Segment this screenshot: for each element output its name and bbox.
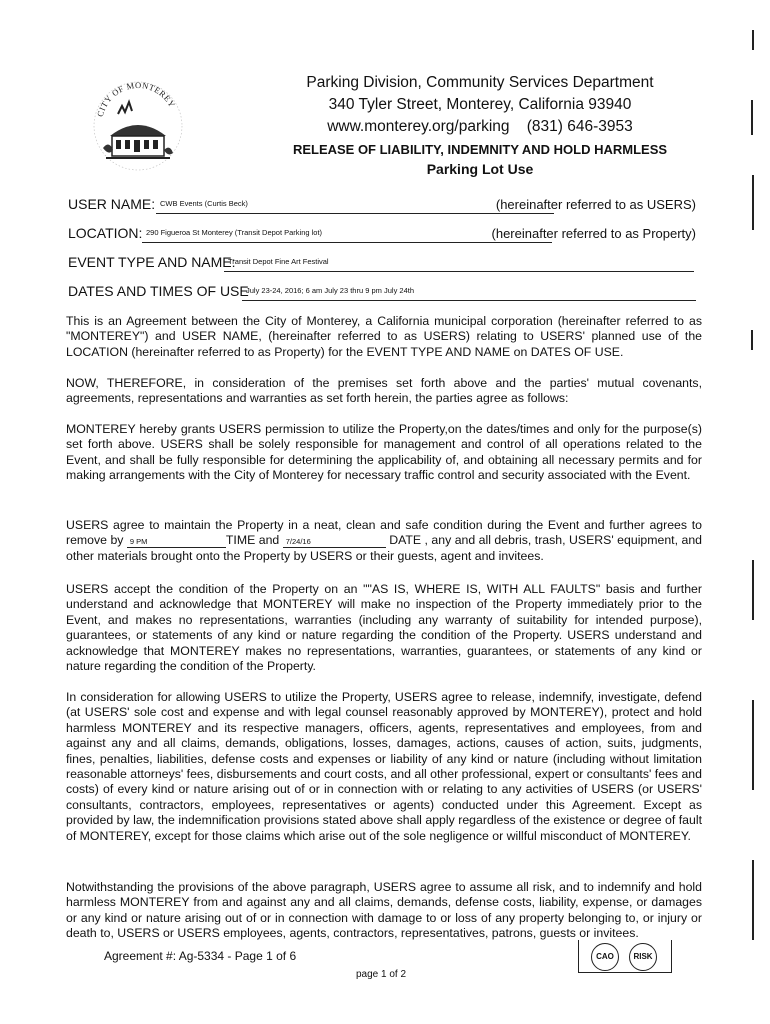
removal-time-field[interactable]: 9 PM xyxy=(127,536,226,548)
department-contact: www.monterey.org/parking (831) 646-3953 xyxy=(327,118,633,135)
department-name: Parking Division, Community Services Department xyxy=(306,74,654,91)
dates-row xyxy=(68,277,696,301)
agreement-number: Agreement #: Ag-5334 - Page 1 of 6 xyxy=(104,949,297,963)
paragraph-assume-risk: Notwithstanding the provisions of the above paragraph, USERS agree to assume all risk, and to indemnify and hold harmless MONTEREY from and against any and all claims, demands, defense costs, liability, expense, or damages or any kind or nature arising out of or in connection with damage to or loss of any property belonging to, or injury or death to, USERS or USERS employees, agents, contractors, representatives, patrons, guests or invitees. xyxy=(66,880,702,941)
paragraph-permission: MONTEREY hereby grants USERS permission to utilize the Property,on the dates/times and only for the purpose(s) set forth above. USERS shall be solely responsible for management and control of all operations related to the Event, and shall be fully responsible for determining the applicability of, and obtaining all necessary permits and for making arrangements with the City of Monterey for necessary traffic control and security associated with the Event. xyxy=(66,422,702,483)
paragraph-agreement: This is an Agreement between the City of Monterey, a California municipal corporation (hereinafter referred to as "MONTEREY") and USER NAME, (hereinafter referred to as USERS) relating to USERS' planned use of the LOCATION (hereinafter referred to as Property) for the EVENT TYPE AND NAME on DATES OF USE. xyxy=(66,314,702,359)
paragraph-indemnity: In consideration for allowing USERS to utilize the Property, USERS agree to release, indemnify, investigate, defend (at USERS' sole cost and expense and with legal counsel reasonably approved by MONTEREY), protect and hold harmless MONTEREY and its respective managers, officers, agents, representatives and employees, from and against any and all claims, demands, obligations, losses, damages, actions, causes of action, suits, judgments, fines, penalties, liabilities, defense costs and expenses or liability of any kind or nature (including without limitation reasonable attorneys' fees, disbursements and court costs, and all other professional, expert or consultants' fees and costs) of every kind or nature arising out of or in connection with or relating to any activities of USERS (or USERS' consultants, contractors, employees, representatives or agents) conducted under this Agreement. Except as provided by law, the indemnification provisions stated above shall apply regardless of the existence or degree of fault of MONTEREY, except for those claims which arise out of the sole negligence or willful misconduct of MONTEREY. xyxy=(66,690,702,843)
user-name-label: USER NAME: xyxy=(68,196,156,212)
seal-lettering: CITY OF MONTEREY xyxy=(94,79,178,118)
location-field[interactable]: 290 Figueroa St Monterey (Transit Depot Parking lot) xyxy=(142,222,552,243)
document-title: RELEASE OF LIABILITY, INDEMNITY AND HOLD HARMLESS xyxy=(292,142,668,157)
scan-artifact xyxy=(752,175,754,230)
user-name-row xyxy=(68,190,696,214)
maintenance-text-c: DATE , any and all debris, trash, USERS' equipment, and other materials brought onto the Property by USERS or their guests, agent and invitees. xyxy=(66,533,702,563)
event-label: EVENT TYPE AND NAME: xyxy=(68,254,236,270)
document-header xyxy=(270,72,690,179)
maintenance-text-a: USERS agree to maintain the Property in a neat, clean and safe condition during the Event and further agrees to remove by xyxy=(66,518,702,548)
risk-stamp: RISK xyxy=(629,943,657,971)
location-row xyxy=(68,219,696,243)
svg-text:CITY OF MONTEREY xyxy=(95,80,178,118)
location-suffix: (hereinafter referred to as Property) xyxy=(491,226,696,241)
scan-artifact xyxy=(752,700,754,790)
approval-stamp-box xyxy=(578,940,672,973)
department-address: 340 Tyler Street, Monterey, California 93940 xyxy=(328,96,632,113)
event-row xyxy=(68,248,696,272)
page-number: page 1 of 2 xyxy=(356,969,407,980)
city-seal-logo xyxy=(88,74,188,174)
event-field[interactable]: Transit Depot Fine Art Festival xyxy=(224,251,694,272)
removal-date-field[interactable]: 7/24/16 xyxy=(283,536,386,548)
document-subtitle: Parking Lot Use xyxy=(426,161,534,177)
scan-artifact xyxy=(752,30,754,50)
user-name-suffix: (hereinafter referred to as USERS) xyxy=(495,197,696,212)
scan-artifact xyxy=(751,330,753,350)
location-label: LOCATION: xyxy=(68,225,143,241)
cao-stamp: CAO xyxy=(591,943,619,971)
paragraph-now-therefore: NOW, THEREFORE, in consideration of the premises set forth above and the parties' mutual covenants, agreements, representations and warranties as set forth herein, the parties agree as follows: xyxy=(66,376,702,406)
scan-artifact xyxy=(752,560,754,620)
maintenance-text-b: TIME and xyxy=(225,533,283,548)
paragraph-as-is: USERS accept the condition of the Property on an ""AS IS, WHERE IS, WITH ALL FAULTS" basis and further understand and acknowledge that MONTEREY will make no inspection of the Property immediately prior to the Event, and makes no representations, warranties (including any warranty of suitability for intended purpose), guarantees, or statements of any kind or nature regarding the condition of the Property. USERS understand and acknowledge that MONTEREY makes no representations, warranties, guarantees, or statements of any kind or nature regarding the condition of the Property. xyxy=(66,582,702,674)
dates-label: DATES AND TIMES OF USE xyxy=(68,283,249,299)
scan-artifact xyxy=(752,860,754,940)
paragraph-maintenance xyxy=(66,518,702,564)
dates-field[interactable]: July 23-24, 2016; 6 am July 23 thru 9 pm July 24th xyxy=(242,280,696,301)
user-name-field[interactable]: CWB Events (Curtis Beck) xyxy=(156,193,554,214)
scan-artifact xyxy=(751,100,753,135)
